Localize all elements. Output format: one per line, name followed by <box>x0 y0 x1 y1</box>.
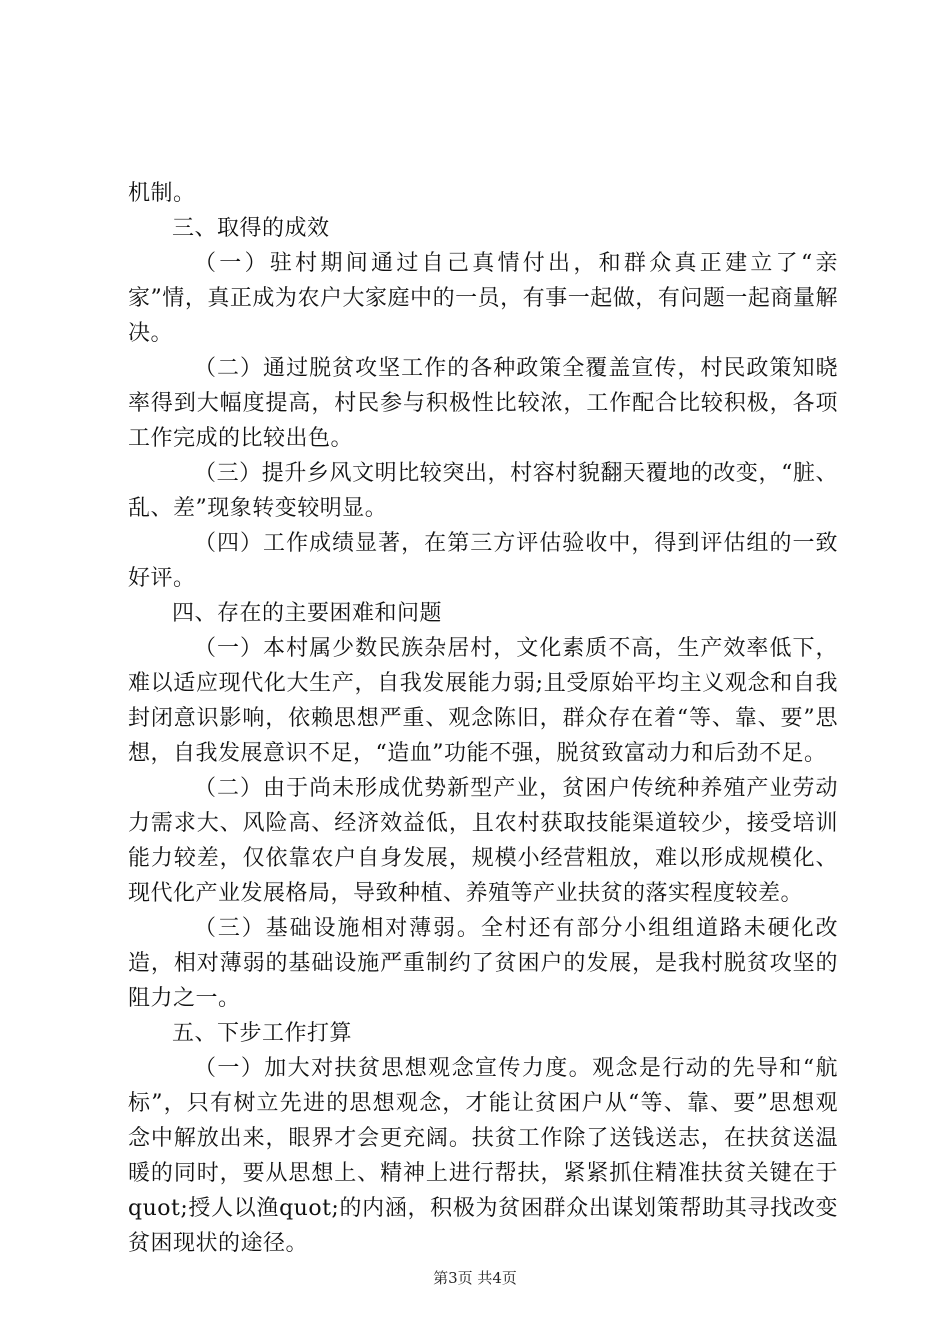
paragraph: （四）工作成绩显著，在第三方评估验收中，得到评估组的一致好评。 <box>128 531 838 591</box>
paragraph: （二）通过脱贫攻坚工作的各种政策全覆盖宣传，村民政策知晓率得到大幅度提高，村民参与积极性比较浓，工作配合比较积极，各项工作完成的比较出色。 <box>128 356 838 451</box>
section-heading-problems: 四、存在的主要困难和问题 <box>172 601 443 626</box>
paragraph: （三）基础设施相对薄弱。全村还有部分小组组道路未硬化改造，相对薄弱的基础设施严重制约了贫困户的发展，是我村脱贫攻坚的阻力之一。 <box>128 916 838 1011</box>
paragraph: （一）驻村期间通过自己真情付出，和群众真正建立了“亲家”情，真正成为农户大家庭中的一员，有事一起做，有问题一起商量解决。 <box>128 251 838 346</box>
paragraph: （一）加大对扶贫思想观念宣传力度。观念是行动的先导和“航标”，只有树立先进的思想观念，才能让贫困户从“等、靠、要”思想观念中解放出来，眼界才会更充阔。扶贫工作除了送钱送志，在扶贫送温暖的同时，要从思想上、精神上进行帮扶，紧紧抓住精准扶贫关键在于quot;授人以渔quot;的内涵，积极为贫困群众出谋划策帮助其寻找改变贫困现状的途径。 <box>128 1056 838 1256</box>
section-heading-next-steps: 五、下步工作打算 <box>172 1021 353 1046</box>
page-footer: 第3页 共4页 <box>433 1269 517 1287</box>
section-heading-results: 三、取得的成效 <box>172 216 330 241</box>
paragraph-continuation: 机制。 <box>128 181 196 206</box>
paragraph: （三）提升乡风文明比较突出，村容村貌翻天覆地的改变，“脏、乱、差”现象转变较明显。 <box>128 461 838 521</box>
paragraph: （二）由于尚未形成优势新型产业，贫困户传统种养殖产业劳动力需求大、风险高、经济效益低，且农村获取技能渠道较少，接受培训能力较差，仅依靠农户自身发展，规模小经营粗放，难以形成规模化、现代化产业发展格局，导致种植、养殖等产业扶贫的落实程度较差。 <box>128 776 838 906</box>
paragraph: （一）本村属少数民族杂居村，文化素质不高，生产效率低下，难以适应现代化大生产，自我发展能力弱;且受原始平均主义观念和自我封闭意识影响，依赖思想严重、观念陈旧，群众存在着“等、靠、要”思想，自我发展意识不足，“造血”功能不强，脱贫致富动力和后劲不足。 <box>128 636 838 766</box>
document-body <box>128 176 838 1261</box>
